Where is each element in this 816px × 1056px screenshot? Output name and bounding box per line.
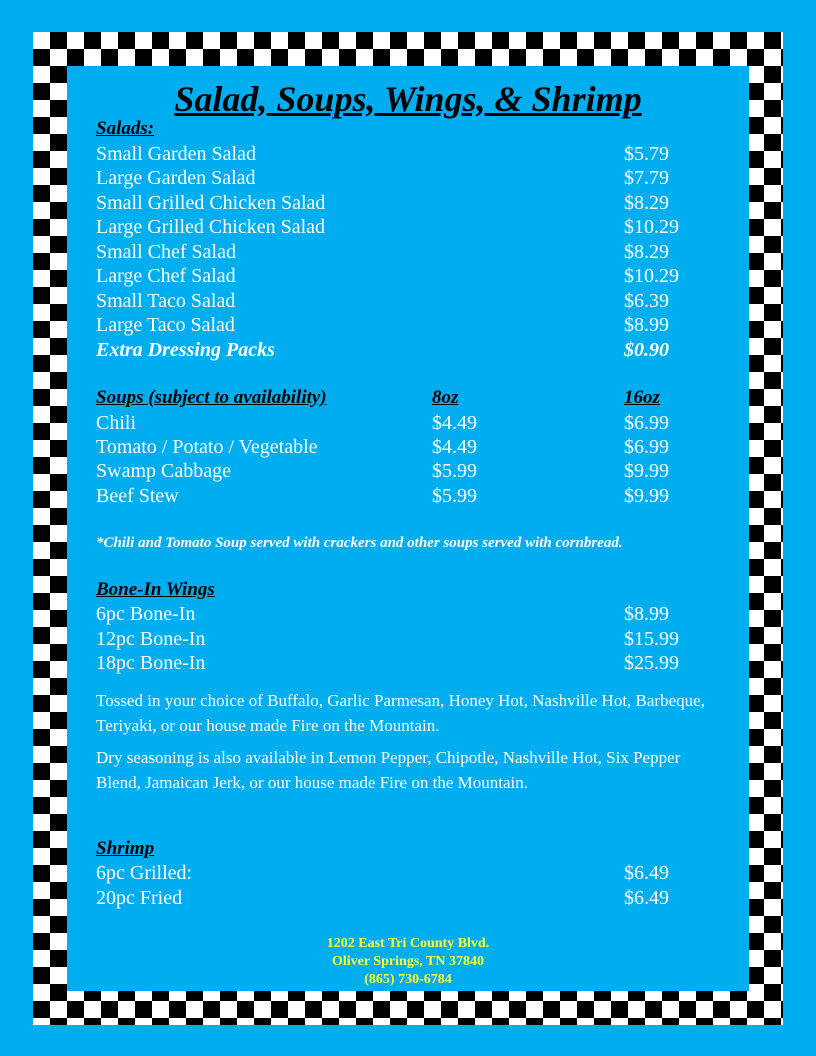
page-title: Salad, Soups, Wings, & Shrimp [174,79,642,119]
address-line-1: 1202 East Tri County Blvd. [326,936,490,951]
phone-number: (865) 730-6784 [364,972,452,987]
wing-item: 6pc Bone-In $8.99 [96,603,669,625]
wings-heading: Bone-In Wings [96,579,215,600]
soup-item: Chili $4.49 $6.99 [96,412,669,434]
footer-address [0,935,816,989]
menu-item: Small Taco Salad $6.39 [96,290,669,312]
wings-sauce-paragraph: Tossed in your choice of Buffalo, Garlic Parmesan, Honey Hot, Nashville Hot, Barbeque, Teriyaki, or our house made Fire on the Mountain. [96,691,705,735]
soup-item: Tomato / Potato / Vegetable $4.49 $6.99 [96,436,669,458]
soups-col-16oz: 16oz [624,387,660,408]
menu-item: Small Chef Salad $8.29 [96,241,669,263]
soup-item: Beef Stew $5.99 $9.99 [96,485,669,507]
menu-item-extra-dressing: Extra Dressing Packs $0.90 [96,339,669,361]
wing-item: 18pc Bone-In $25.99 [96,652,679,674]
soups-col-8oz: 8oz [432,387,459,408]
wing-item: 12pc Bone-In $15.99 [96,628,679,650]
soups-header-row [96,386,716,412]
menu-item: Large Grilled Chicken Salad $10.29 [96,216,679,238]
soups-heading: Soups (subject to availability) [96,387,327,408]
menu-item: Small Grilled Chicken Salad $8.29 [96,192,669,214]
shrimp-item: 20pc Fried $6.49 [96,887,669,909]
soups-note: *Chili and Tomato Soup served with crackers and other soups served with cornbread. [96,535,623,551]
menu-item: Large Garden Salad $7.79 [96,167,669,189]
menu-item: Large Taco Salad $8.99 [96,314,669,336]
menu-item: Small Garden Salad $5.79 [96,143,669,165]
shrimp-heading: Shrimp [96,838,155,859]
menu-item: Large Chef Salad $10.29 [96,265,679,287]
shrimp-item: 6pc Grilled: $6.49 [96,862,669,884]
wings-dry-seasoning-paragraph: Dry seasoning is also available in Lemon Pepper, Chipotle, Nashville Hot, Six Pepper Blend, Jamaican Jerk, or our house made Fire on the Mountain. [96,748,681,792]
address-line-2: Oliver Springs, TN 37840 [332,954,484,969]
soup-item: Swamp Cabbage $5.99 $9.99 [96,460,669,482]
salads-heading: Salads: [96,118,155,139]
